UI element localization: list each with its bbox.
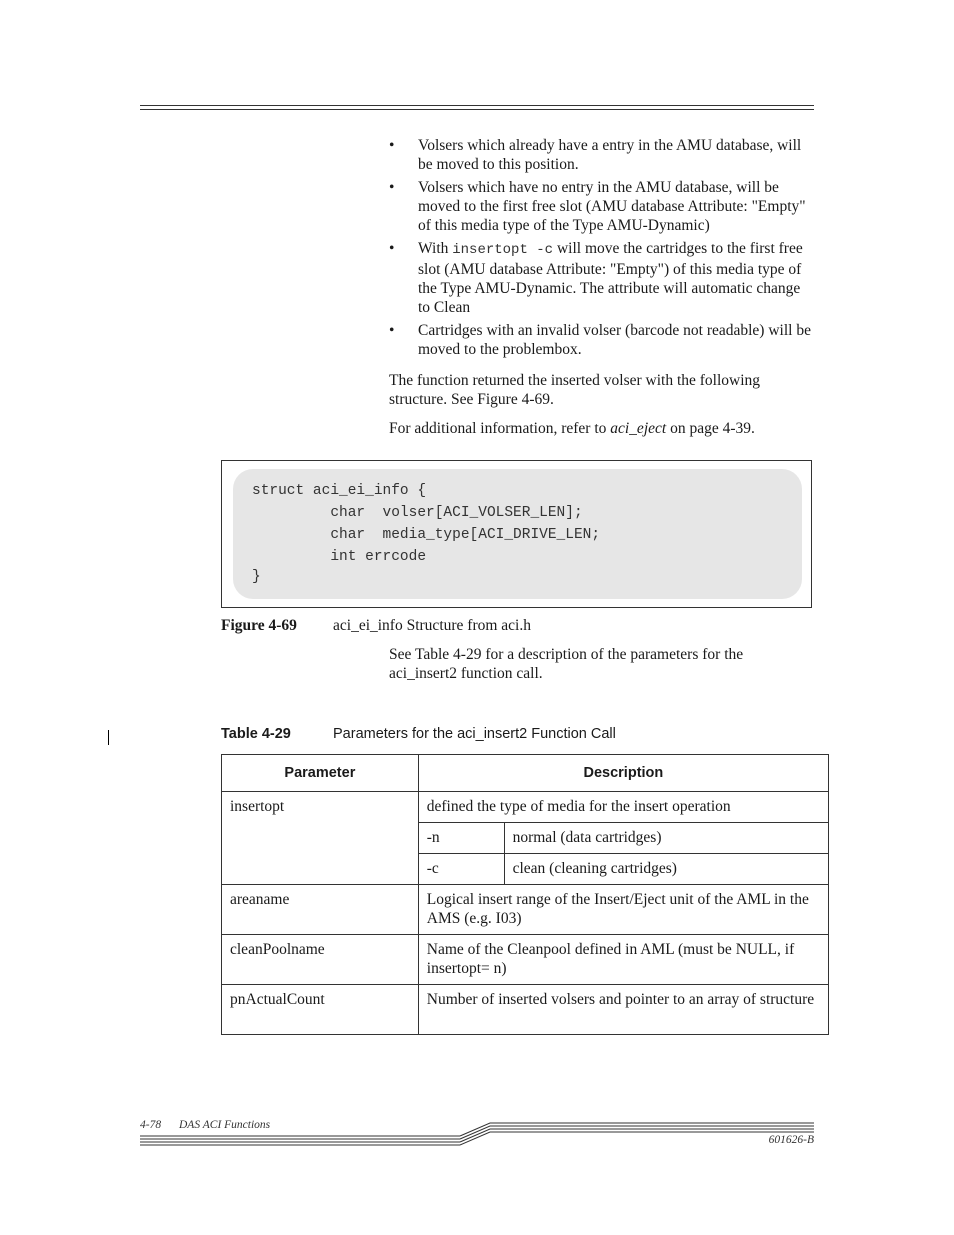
param-description: defined the type of media for the insert operation — [418, 792, 828, 823]
figure-frame — [221, 460, 812, 608]
list-item — [389, 239, 814, 317]
code-line: char media_type[ACI_DRIVE_LEN; — [252, 527, 601, 543]
bullet-text: Volsers which already have a entry in the AMU database, will be moved to this position. — [418, 137, 802, 173]
param-name: pnActualCount — [222, 985, 419, 1035]
bullet-list — [389, 136, 814, 359]
header-rule — [140, 105, 814, 106]
option-flag: -c — [418, 854, 504, 885]
bullet-icon: • — [389, 179, 395, 196]
bullet-text-prefix: With — [418, 240, 453, 257]
table-header-row — [222, 755, 829, 792]
table-label — [221, 726, 291, 742]
option-flag: -n — [418, 823, 504, 854]
param-name: cleanPoolname — [222, 935, 419, 985]
table-caption-text: Parameters for the aci_insert2 Function Call — [333, 726, 616, 742]
footer-section: DAS ACI Functions — [179, 1119, 271, 1131]
code-line: } — [252, 569, 261, 585]
header-description: Description — [418, 755, 828, 792]
list-item — [389, 178, 814, 235]
option-meaning: normal (data cartridges) — [504, 823, 828, 854]
footer-doc-number: 601626-B — [768, 1134, 814, 1146]
table-number: Table 4-29 — [221, 726, 291, 742]
figure-caption — [221, 617, 297, 635]
bullet-text: Volsers which have no entry in the AMU database, will be moved to the first free slot (AMU database Attribute: "Empty" of this media type of the Type AMU-Dynamic) — [418, 179, 806, 234]
param-description: Name of the Cleanpool defined in AML (must be NULL, if insertopt= n) — [418, 935, 828, 985]
cross-reference-link[interactable]: aci_eject — [610, 420, 667, 437]
code-block — [233, 469, 802, 599]
bullet-icon: • — [389, 240, 395, 257]
list-item — [389, 321, 814, 359]
param-description: Number of inserted volsers and pointer to an array of structure — [418, 985, 828, 1035]
figure-label: Figure 4-69 — [221, 617, 297, 634]
list-item — [389, 136, 814, 174]
bullet-text: Cartridges with an invalid volser (barcode not readable) will be moved to the problembox. — [418, 322, 811, 358]
body-text — [389, 136, 814, 438]
code-line: struct aci_ei_info { — [252, 483, 427, 499]
para-prefix: For additional information, refer to — [389, 420, 611, 437]
figure-caption-text: aci_ei_info Structure from aci.h — [333, 617, 531, 634]
change-bar — [108, 730, 109, 745]
header-parameter: Parameter — [222, 755, 419, 792]
bullet-text-suffix: will move the cartridges to the first free slot (AMU database Attribute: "Empty") of this media type of the Type AMU-Dynamic. The attribute will automatic change to Clean — [418, 240, 803, 316]
param-name: insertopt — [222, 792, 419, 885]
header-rule-secondary — [140, 109, 814, 110]
option-meaning: clean (cleaning cartridges) — [504, 854, 828, 885]
code-line: int errcode — [252, 549, 427, 565]
table-row — [222, 885, 829, 935]
table-row — [222, 935, 829, 985]
paragraph-returned: The function returned the inserted volser with the following structure. See Figure 4-69. — [389, 372, 761, 408]
para-suffix: on page 4-39. — [666, 420, 755, 437]
paragraph-additional — [389, 419, 814, 438]
code-line: char volser[ACI_VOLSER_LEN]; — [252, 505, 583, 521]
table-row — [222, 792, 829, 823]
bullet-icon: • — [389, 322, 395, 339]
code-inline: insertopt -c — [452, 242, 554, 258]
footer-page-number: 4-78 — [140, 1119, 162, 1131]
param-name: areaname — [222, 885, 419, 935]
bullet-icon: • — [389, 137, 395, 154]
paragraph-see-table: See Table 4-29 for a description of the parameters for the aci_insert2 function call. — [389, 646, 744, 682]
table-row — [222, 985, 829, 1035]
parameters-table — [221, 754, 829, 1035]
param-description: Logical insert range of the Insert/Eject unit of the AML in the AMS (e.g. I03) — [418, 885, 828, 935]
